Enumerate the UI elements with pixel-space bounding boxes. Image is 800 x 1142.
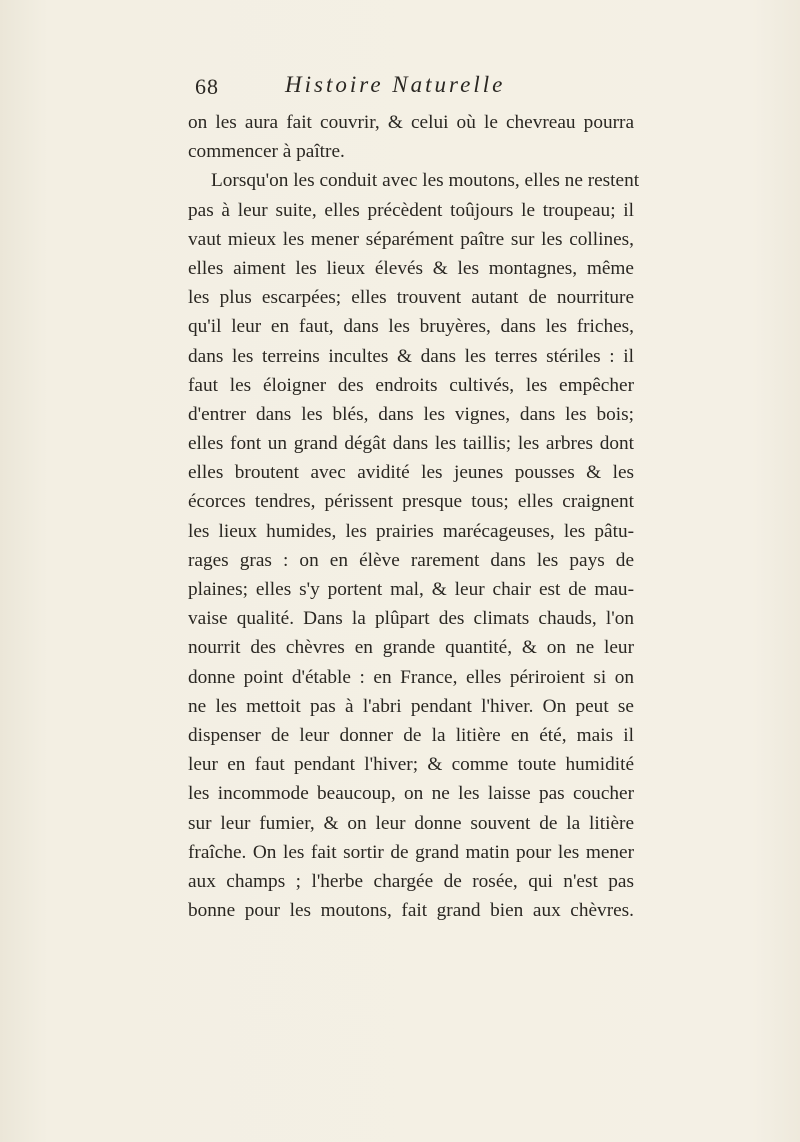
running-title: Histoire Naturelle (285, 72, 506, 97)
text-line: aux champs ; l'herbe chargée de rosée, qui n'est pas (188, 870, 634, 892)
text-line: ne les mettoit pas à l'abri pendant l'hiver. On peut se (188, 695, 634, 717)
text-line: commencer à paître. (188, 141, 345, 163)
text-line: donne point d'étable : en France, elles périroient si on (188, 666, 634, 688)
text-line: bonne pour les moutons, fait grand bien aux chèvres. (188, 900, 634, 922)
text-line: elles aiment les lieux élevés & les montagnes, même (188, 257, 634, 279)
text-line: vaut mieux les mener séparément paître sur les collines, (188, 228, 634, 250)
running-head (195, 72, 615, 106)
text-line: nourrit des chèvres en grande quantité, & on ne leur (188, 637, 634, 659)
text-line: les plus escarpées; elles trouvent autant de nourriture (188, 287, 634, 309)
text-line: plaines; elles s'y portent mal, & leur chair est de mau- (188, 579, 634, 600)
page-number: 68 (195, 74, 219, 99)
text-line: les lieux humides, les prairies marécageuses, les pâtu- (188, 520, 634, 542)
text-line: Lorsqu'on les conduit avec les moutons, elles ne restent (211, 170, 640, 192)
text-line: pas à leur suite, elles précèdent toûjours le troupeau; il (188, 199, 634, 221)
text-line: écorces tendres, périssent presque tous; elles craignent (188, 491, 634, 513)
text-line: faut les éloigner des endroits cultivés, les empêcher (188, 374, 634, 396)
text-line: sur leur fumier, & on leur donne souvent de la litière (188, 812, 634, 834)
text-line: vaise qualité. Dans la plûpart des climats chauds, l'on (188, 608, 634, 630)
text-line: rages gras : on en élève rarement dans les pays de (188, 549, 634, 571)
text-line: fraîche. On les fait sortir de grand matin pour les mener (188, 841, 634, 863)
text-line: leur en faut pendant l'hiver; & comme toute humidité (188, 754, 634, 776)
text-line: dans les terreins incultes & dans les terres stériles : il (188, 345, 634, 367)
text-line: d'entrer dans les blés, dans les vignes, dans les bois; (188, 403, 634, 425)
text-line: qu'il leur en faut, dans les bruyères, dans les friches, (188, 316, 634, 338)
text-line: les incommode beaucoup, on ne les laisse pas coucher (188, 783, 634, 805)
text-line: dispenser de leur donner de la litière en été, mais il (188, 724, 634, 746)
body-text (188, 108, 640, 925)
text-line: on les aura fait couvrir, & celui où le chevreau pourra (188, 112, 634, 133)
text-line: elles broutent avec avidité les jeunes pousses & les (188, 462, 634, 484)
text-line: elles font un grand dégât dans les taillis; les arbres dont (188, 433, 634, 455)
